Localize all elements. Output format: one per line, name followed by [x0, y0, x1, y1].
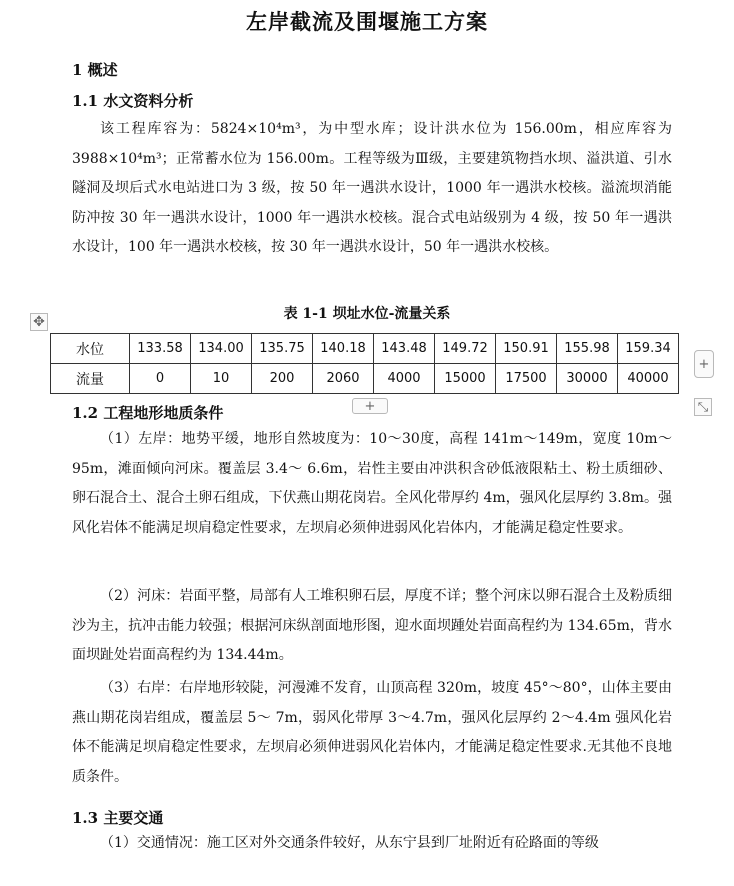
table-cell: 17500 [496, 364, 557, 394]
table-row-label: 流量 [51, 364, 130, 394]
table-cell: 140.18 [313, 334, 374, 364]
paragraph-hydrology: 该工程库容为：5824×10⁴m³，为中型水库；设计洪水位为 156.00m，相应库容为3988×10⁴m³；正常蓄水位为 156.00m。工程等级为Ⅲ级，主要建筑物挡水坝、溢洪道、引水隧洞及坝后式水电站进口为 3 级，按 50 年一遇洪水设计，1000 年一遇洪水校核。溢流坝消能防冲按 30 年一遇洪水设计，1000 年一遇洪水校核。混合式电站级别为 4 级，按 50 年一遇洪水设计，100 年一遇洪水校核，按 30 年一遇洪水设计，50 年一遇洪水校核。 [72, 121, 672, 255]
paragraph-traffic: （1）交通情况：施工区对外交通条件较好，从东宁县到厂址附近有砼路面的等级 [100, 835, 599, 851]
heading-1-2: 1.2 工程地形地质条件 [72, 404, 224, 422]
table-resize-handle-icon[interactable]: ⤡ [694, 398, 712, 416]
table-cell: 150.91 [496, 334, 557, 364]
table-move-handle-icon[interactable]: ✥ [30, 313, 48, 331]
table-cell: 30000 [557, 364, 618, 394]
table-row [51, 334, 679, 364]
table-cell: 149.72 [435, 334, 496, 364]
heading-1: 1 概述 [72, 61, 118, 79]
table-cell: 4000 [374, 364, 435, 394]
table-row [51, 364, 679, 394]
table-cell: 143.48 [374, 334, 435, 364]
table-cell: 133.58 [130, 334, 191, 364]
add-row-button[interactable]: + [352, 398, 388, 414]
table-cell: 200 [252, 364, 313, 394]
add-column-button[interactable]: + [694, 350, 714, 378]
table-cell: 155.98 [557, 334, 618, 364]
heading-1-3: 1.3 主要交通 [72, 809, 164, 827]
table-cell: 15000 [435, 364, 496, 394]
table-row-label: 水位 [51, 334, 130, 364]
table-cell: 40000 [618, 364, 679, 394]
paragraph-riverbed: （2）河床：岩面平整，局部有人工堆积卵石层，厚度不详；整个河床以卵石混合土及粉质细沙为主，抗冲击能力较强；根据河床纵剖面地形图，迎水面坝踵处岩面高程约为 134.65m，背水面坝趾处岩面高程约为 134.44m。 [72, 588, 672, 663]
table-cell: 134.00 [191, 334, 252, 364]
table-cell: 2060 [313, 364, 374, 394]
table-cell: 0 [130, 364, 191, 394]
paragraph-right-bank: （3）右岸：右岸地形较陡，河漫滩不发育，山顶高程 320m，坡度 45°～80°，山体主要由燕山期花岗岩组成，覆盖层 5～ 7m，弱风化带厚 3～4.7m，强风化层厚约 2～4.4m 强风化岩体不能满足坝肩稳定性要求，左坝肩必须伸进弱风化岩体内，才能满足稳定性要求.无其他不良地质条件。 [72, 680, 672, 785]
paragraph-left-bank: （1）左岸：地势平缓，地形自然坡度为：10～30度，高程 141m～149m，宽度 10m～95m，滩面倾向河床。覆盖层 3.4～ 6.6m，岩性主要由冲洪积含砂低液限粘土、粉土质细砂、卵石混合土、混合土卵石组成，下伏燕山期花岗岩。全风化带厚约 4m，强风化层厚约 3.8m。强风化岩体不能满足坝肩稳定性要求，左坝肩必须伸进弱风化岩体内，才能满足稳定性要求。 [72, 431, 672, 536]
heading-1-1: 1.1 水文资料分析 [72, 92, 194, 110]
table-cell: 10 [191, 364, 252, 394]
water-flow-table [50, 333, 679, 394]
table-cell: 135.75 [252, 334, 313, 364]
table-cell: 159.34 [618, 334, 679, 364]
page-title: 左岸截流及围堰施工方案 [246, 9, 488, 34]
table-caption: 表 1-1 坝址水位-流量关系 [283, 306, 451, 322]
